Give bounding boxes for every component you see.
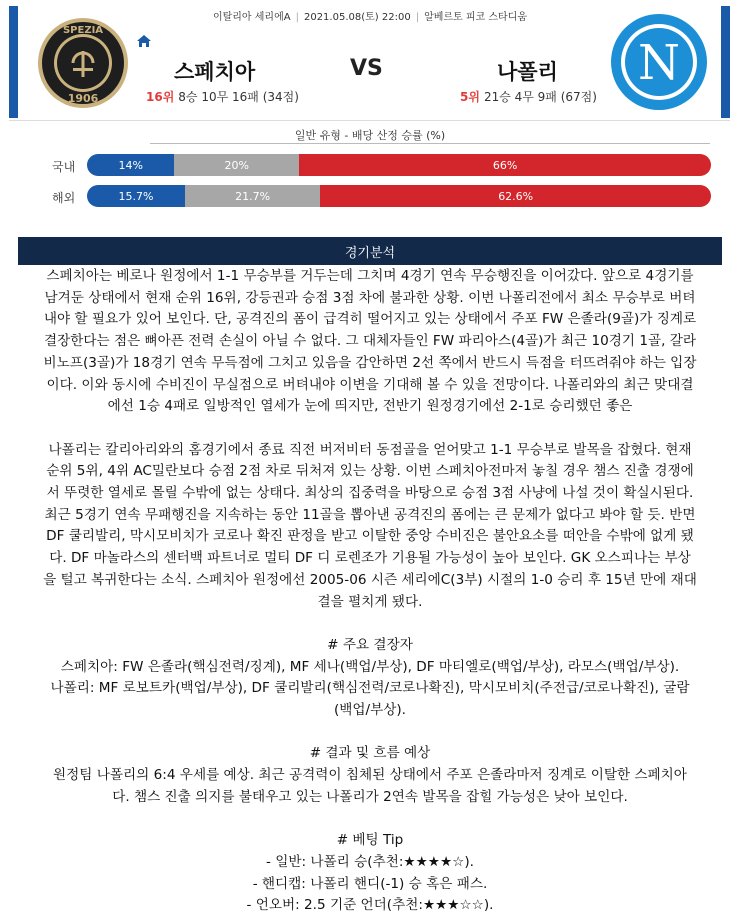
venue-name: 알베르토 피코 스타디움 <box>424 12 528 23</box>
analysis-line: 순위 5위, 4위 AC밀란보다 승점 2점 차로 뒤처져 있는 상황. 이번 스페치아전마저 놓칠 경우 챔스 진출 경쟁에 <box>46 463 694 480</box>
tip-line: - 핸디캡: 나폴리 핸디(-1) 승 혹은 패스. <box>252 875 488 892</box>
absent-title: # 주요 결장자 <box>327 636 413 653</box>
analysis-line: 비노프(3골)가 18경기 연속 무득점에 그치고 있음을 감안하면 2선 쪽에서 반드시 득점을 터뜨려줘야 하는 입장 <box>43 354 697 371</box>
away-record-text: 21승 4무 9패 (67점) <box>483 90 597 104</box>
napoli-logo-letter: N <box>638 35 680 91</box>
analysis-line: 스페치아는 베로나 원정에서 1-1 무승부를 거두는데 그치며 4경기 연속 무승행진을 이어갔다. 앞으로 4경기를 <box>46 268 694 284</box>
forecast-line: 다. 챔스 진출 의지를 불태우고 있는 나폴리가 2연속 발목을 잡힐 가능성은 낮아 보인다. <box>112 788 628 805</box>
match-header <box>0 0 740 120</box>
lose-segment: 66% <box>299 154 711 176</box>
home-record-text: 8승 10무 16패 (34점) <box>178 90 299 104</box>
draw-segment: 21.7% <box>185 185 320 207</box>
match-meta: 이탈리아 세리에A | 2021.05.08(토) 22:00 | 알베르토 피코 스타디움 <box>212 12 528 23</box>
header-divider <box>9 120 730 121</box>
forecast-line: 원정팀 나폴리의 6:4 우세를 예상. 최근 공격력이 침체된 상태에서 주포 은졸라마저 징계로 이탈한 스페치아 <box>53 767 687 784</box>
draw-segment: 20% <box>174 154 299 176</box>
away-team-name: 나폴리 <box>497 60 558 84</box>
analysis-line: 다. DF 마놀라스의 센터백 파트너로 멀티 DF 디 로렌조가 기용될 가능성이 높아 보인다. GK 오스피나는 부상 <box>49 550 691 567</box>
analysis-line: 남겨둔 상태에서 현재 순위 16위, 강등권과 승점 3점 차에 불과한 상황. 이번 나폴리전에서 최소 무승부로 버텨 <box>44 289 696 306</box>
spezia-logo-bottom-text: 1906 <box>67 92 99 105</box>
analysis-line: 결장한다는 점은 뼈아픈 전력 손실이 아닐 수 없다. 그 대체자들인 FW 파리아스(4골)가 최근 10경기 1골, 갈라 <box>43 333 697 350</box>
away-record <box>460 88 597 105</box>
analysis-line: DF 쿨리발리, 막시모비치가 코로나 확진 판정을 받고 이탈한 중앙 수비진은 불안요소를 떠안을 수밖에 없게 됐 <box>46 528 694 545</box>
absent-line: (백업/부상). <box>333 702 407 719</box>
lose-segment: 62.6% <box>320 185 711 207</box>
odds-bar-overseas <box>87 185 711 207</box>
analysis-line: 결을 펼치게 됐다. <box>317 593 423 610</box>
odds-title-underline <box>150 143 710 144</box>
analysis-line: 이다. 이와 동시에 수비진이 무실점으로 버텨내야 이변을 기대해 볼 수 있을 전망이다. 나폴리와의 최근 맞대결 <box>46 376 694 393</box>
win-segment: 15.7% <box>87 185 185 207</box>
home-rank: 16위 <box>146 90 175 104</box>
napoli-logo <box>610 13 708 111</box>
analysis-line: 최근 5경기 연속 무패행진을 지속하는 동안 11골을 뽑아낸 공격진의 폼에는 큰 문제가 없다고 봐야 할 듯. 반면 <box>44 506 696 523</box>
analysis-line: 내야 할 필요가 있어 보인다. 단, 공격진의 폼이 급격히 떨어지고 있는 상태에서 주포 FW 은졸라(9골)가 징계로 <box>43 311 697 328</box>
tips-title: # 베팅 Tip <box>336 832 404 849</box>
spezia-logo-top-text: SPEZIA <box>62 25 104 36</box>
analysis-line: 을 털고 복귀한다는 소식. 스페치아 원정에선 2005-06 시즌 세리에C(3부) 시절의 1-0 승리 후 15년 만에 재대 <box>43 571 697 588</box>
home-record <box>146 88 299 105</box>
analysis-line: 서 뚜렷한 열세로 몰릴 수밖에 없는 상태다. 최상의 집중력을 바탕으로 승점 3점 사냥에 나설 것이 확실시된다. <box>46 485 694 502</box>
odds-row-label: 국내 <box>52 160 76 174</box>
odds-title: 일반 유형 - 배당 산정 승률 (%) <box>294 129 446 142</box>
win-segment: 14% <box>87 154 174 176</box>
analysis-content <box>4 266 736 917</box>
odds-bar-domestic <box>87 154 711 176</box>
vs-label: VS <box>350 56 383 81</box>
analysis-line: 에선 1승 4패로 일방적인 열세가 눈에 띄지만, 전반기 원정경기에선 2-1로 승리했던 좋은 <box>107 398 633 415</box>
forecast-title: # 결과 및 흐름 예상 <box>309 745 431 762</box>
home-icon[interactable] <box>136 34 152 48</box>
tip-line: - 일반: 나폴리 승(추천:★★★★☆). <box>266 853 474 870</box>
away-rank: 5위 <box>460 90 480 104</box>
odds-row-label: 해외 <box>52 191 76 205</box>
analysis-section-header: 경기분석 <box>18 237 722 265</box>
absent-line: 스페치아: FW 은졸라(핵심전력/징계), MF 세나(백업/부상), DF 마티엘로(백업/부상), 라모스(백업/부상). <box>60 658 680 675</box>
absent-line: 나폴리: MF 로보트카(백업/부상), DF 쿨리발리(핵심전력/코로나확진), 막시모비치(주전급/코로나확진), 굴람 <box>50 680 690 697</box>
league-name: 이탈리아 세리에A <box>212 12 291 23</box>
spezia-logo <box>37 17 129 109</box>
match-datetime: 2021.05.08(토) 22:00 <box>303 12 411 23</box>
tip-line: - 언오버: 2.5 기준 언더(추천:★★★☆☆). <box>246 897 494 914</box>
home-team-name: 스페치아 <box>174 60 256 84</box>
analysis-line: 나폴리는 칼리아리와의 홈경기에서 종료 직전 버저비터 동점골을 얻어맞고 1-1 무승부로 발목을 잡혔다. 현재 <box>48 441 692 458</box>
